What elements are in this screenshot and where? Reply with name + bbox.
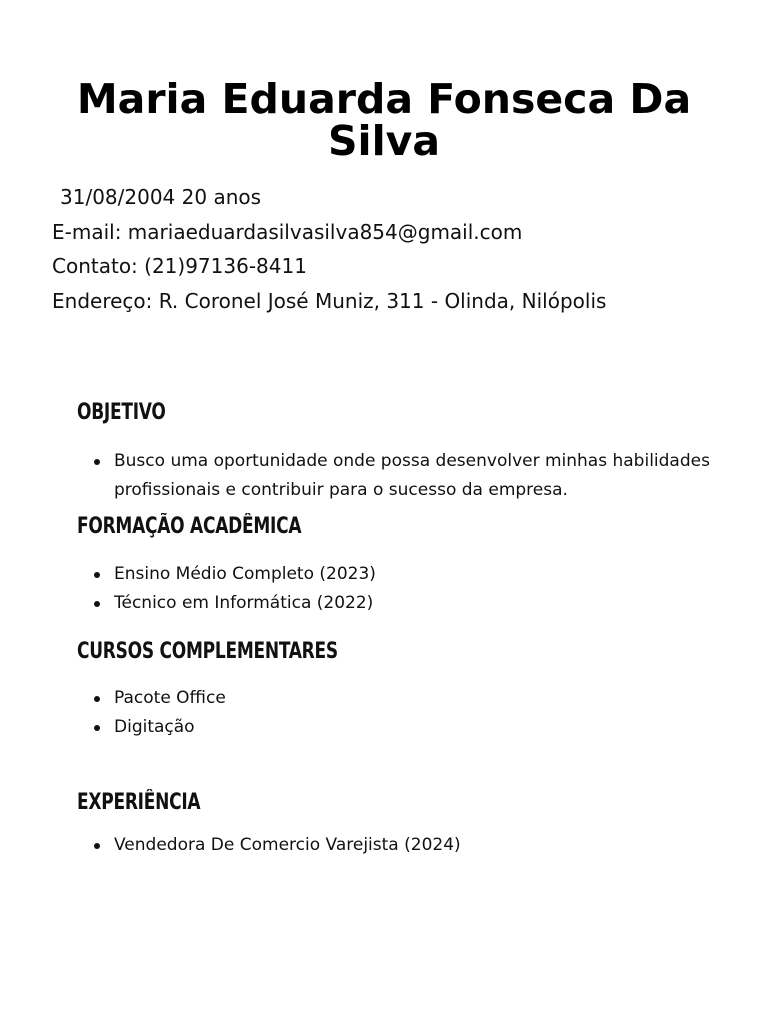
list-item (92, 713, 226, 742)
list-item (92, 589, 376, 618)
contact-block (52, 180, 752, 318)
list-item-text: Pacote Office (114, 688, 226, 708)
bullet-icon (94, 459, 100, 465)
list-item (92, 831, 461, 860)
objective-list (92, 447, 754, 505)
phone-line: Contato: (21)97136-8411 (52, 254, 307, 278)
bullet-icon (94, 572, 100, 578)
birth-date: 31/08/2004 20 anos (60, 185, 262, 209)
section-title-objective: OBJETIVO (77, 400, 166, 425)
address-line: Endereço: R. Coronel José Muniz, 311 - Olinda, Nilópolis (52, 288, 607, 313)
bullet-icon (94, 696, 100, 702)
list-item-text: Técnico em Informática (2022) (114, 592, 374, 613)
list-item (92, 560, 376, 589)
section-title-experience: EXPERIÊNCIA (77, 790, 201, 815)
section-title-courses: CURSOS COMPLEMENTARES (77, 639, 338, 664)
list-item (92, 447, 754, 505)
courses-list (92, 684, 226, 741)
bullet-icon (94, 601, 100, 607)
list-item-text: Busco uma oportunidade onde possa desenvolver minhas habilidades profissionais e contribuir para o sucesso da empresa. (114, 451, 710, 500)
candidate-name: Maria Eduarda Fonseca Da Silva (76, 75, 692, 165)
list-item-text: Vendedora De Comercio Varejista (2024) (114, 835, 461, 855)
list-item (92, 684, 226, 713)
list-item-text: Ensino Médio Completo (2023) (114, 564, 376, 584)
bullet-icon (94, 843, 100, 849)
bullet-icon (94, 725, 100, 731)
list-item-text: Digitação (114, 716, 195, 737)
education-list (92, 560, 376, 617)
experience-list (92, 831, 461, 860)
section-title-education: FORMAÇÃO ACADÊMICA (77, 514, 302, 539)
email-line: E-mail: mariaeduardasilvasilva854@gmail.com (52, 219, 523, 244)
